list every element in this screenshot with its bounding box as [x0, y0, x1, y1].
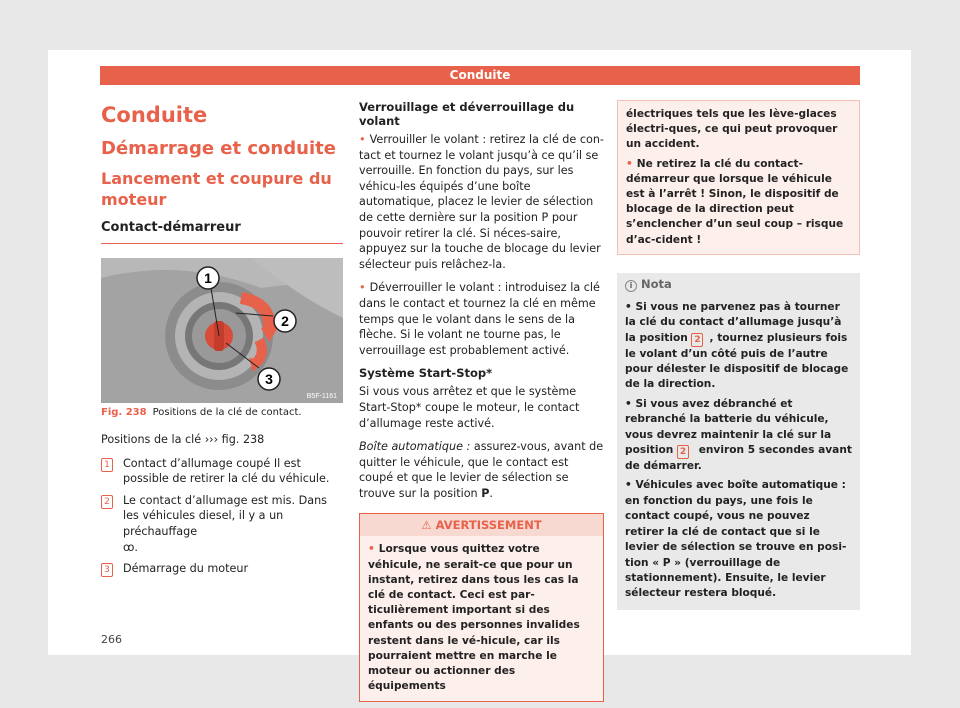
position-number: 2: [677, 445, 689, 459]
figure-label-1: 1: [204, 270, 212, 286]
start-stop-paragraph: Si vous vous arrêtez et que le système Start-Stop* coupe le moteur, le contact d’allumage reste activé.: [359, 385, 580, 430]
warning-text: Lorsque vous quittez votre véhicule, ne serait-ce que pour un instant, retirez dans tous les cas la clé de contact. Ceci est par-ticulièrement important si des enfants ou des personnes invalides restent dans le vé-hicule, car ils pourraient mettre en marche le moteur ou actionner des équipements: [368, 543, 580, 693]
note-box: [617, 273, 860, 610]
auto-gearbox-paragraph: [359, 439, 604, 501]
warning-title: AVERTISSEMENT: [435, 518, 542, 533]
steering-lock-heading: Verrouillage et déverrouillage du volant: [359, 100, 575, 128]
figure-number: Fig. 238: [101, 407, 147, 418]
warning-body: [360, 536, 603, 700]
section-title: Démarrage et conduite: [101, 138, 336, 159]
list-item: [101, 561, 343, 577]
unlock-text: Déverrouiller le volant : introduisez la clé dans le contact et tournez la clé en même temps que le volant dans le sens de la flèche. Si le volant ne tourne pas, le verrouillage est probablement activé.: [359, 281, 600, 357]
item-number: 1: [101, 458, 113, 472]
note-item: • Si vous ne parvenez pas à tourner la clé du contact d’allumage jusqu’à la position 2 , tournez plusieurs fois le volant d’un côté puis de l’autre pour délester le dispositif de blocage de la direction.: [625, 300, 849, 391]
item-number: 3: [101, 563, 113, 577]
info-icon: i: [625, 280, 637, 292]
item-text: Démarrage du moteur: [123, 562, 249, 576]
note-title: Nota: [641, 276, 672, 291]
item-text-main: Le contact d’allumage est mis. Dans les véhicules diesel, il y a un préchauffage: [123, 493, 328, 538]
auto-gearbox-label: Boîte automatique :: [359, 440, 471, 454]
auto-gearbox-text: assurez-vous, avant de quitter le véhicule, que le contact est coupé et que le levier de sélection se trouve sur la position: [359, 440, 604, 500]
position-p: P: [481, 486, 490, 500]
figure-caption: [101, 407, 343, 418]
list-item: [101, 456, 343, 487]
figure-code: B5F-1161: [306, 393, 337, 400]
topic-title: Contact-démarreur: [101, 220, 343, 244]
bullet-icon: •: [368, 543, 375, 556]
unlock-paragraph: [359, 280, 604, 358]
bullet-icon: •: [359, 281, 366, 295]
positions-intro: Positions de la clé ››› fig. 238: [101, 433, 265, 446]
note-header: [617, 273, 860, 296]
figure-caption-text: Positions de la clé de contact.: [152, 407, 302, 418]
warning-header: [360, 514, 603, 536]
warning-continued: [617, 100, 860, 255]
warning-bullet-2: [626, 157, 851, 248]
column-1: [101, 100, 343, 583]
note-body: [617, 296, 860, 610]
lock-text: Verrouiller le volant : retirez la clé de con-tact et tournez le volant jusqu’à ce qu’il se verrouille. En fonction du pays, sur les véhicu-les équipés d’une boîte automatique, placez le levier de sélection de cette dernière sur la position P pour pouvoir retirer la clé. Si néces-saire, appuyez sur la touche de blocage du levier sélecteur puis relâchez-la.: [359, 133, 604, 271]
note-1-text-b: , tournez plusieurs fois le volant d’un côté puis de l’autre pour délester le dispositif de blocage de la direction.: [625, 331, 849, 391]
ignition-illustration: [101, 258, 343, 403]
warning-continued-text: électriques tels que les lève-glaces électri-ques, ce qui peut provoquer un accident.: [626, 108, 838, 151]
item-number: 2: [101, 495, 113, 509]
chapter-title: Conduite: [101, 103, 208, 127]
note-item: • Véhicules avec boîte automatique : en fonction du pays, une fois le contact coupé, vous ne pouvez retirer la clé de contact que si le levier de sélection se trouve en posi-tion « P » (verrouillage de stationnement). Ensuite, le levier sélecteur restera bloqué.: [625, 479, 847, 600]
column-3: [617, 100, 860, 610]
figure-label-3: 3: [265, 371, 273, 387]
page-number: 266: [101, 633, 122, 646]
note-item: • Si vous avez débranché et rebranché la batterie du véhicule, vous devrez maintenir la clé sur la position 2 environ 5 secondes avant de démarrer.: [625, 397, 852, 473]
note-1-text-a: Si vous ne parvenez pas à tourner la clé du contact d’allumage jusqu’à la position: [625, 300, 842, 344]
lock-paragraph: [359, 132, 604, 272]
warning-box: [359, 513, 604, 701]
warning-bullet-2-text: Ne retirez la clé du contact-démarreur que lorsque le véhicule est à l’arrêt ! Sinon, le dispositif de blocage de la direction peut s’enclencher d’un seul coup – risque d’ac-cident !: [626, 157, 844, 246]
column-2: [359, 100, 604, 702]
item-text: Contact d’allumage coupé Il est possible de retirer la clé du véhicule.: [123, 456, 330, 486]
bullet-icon: •: [359, 133, 366, 146]
subsection-title: Lancement et coupure du moteur: [101, 169, 332, 209]
ignition-figure: [101, 258, 343, 403]
position-number: 2: [691, 333, 703, 347]
period: .: [489, 486, 493, 500]
figure-label-2: 2: [281, 313, 289, 329]
note-2-text-b: environ 5 secondes avant de démarrer.: [625, 444, 852, 473]
note-3-text: Véhicules avec boîte automatique : en fonction du pays, une fois le contact coupé, vous ne pouvez retirer la clé de contact que si le levier de sélection se trouve en posi-tion « P » (verrouillage de stationnement). Ensuite, le levier sélecteur restera bloqué.: [625, 479, 847, 600]
item-text: [119, 493, 343, 555]
note-2-text-a: Si vous avez débranché et rebranché la batterie du véhicule, vous devrez maintenir la clé sur la position: [625, 397, 832, 457]
page-header: Conduite: [100, 66, 860, 85]
bullet-icon: •: [626, 157, 633, 170]
preheat-icon: ꝏ.: [123, 540, 138, 554]
warning-triangle-icon: ⚠: [421, 518, 436, 533]
list-item: [101, 493, 343, 555]
start-stop-heading: Système Start-Stop*: [359, 366, 493, 381]
